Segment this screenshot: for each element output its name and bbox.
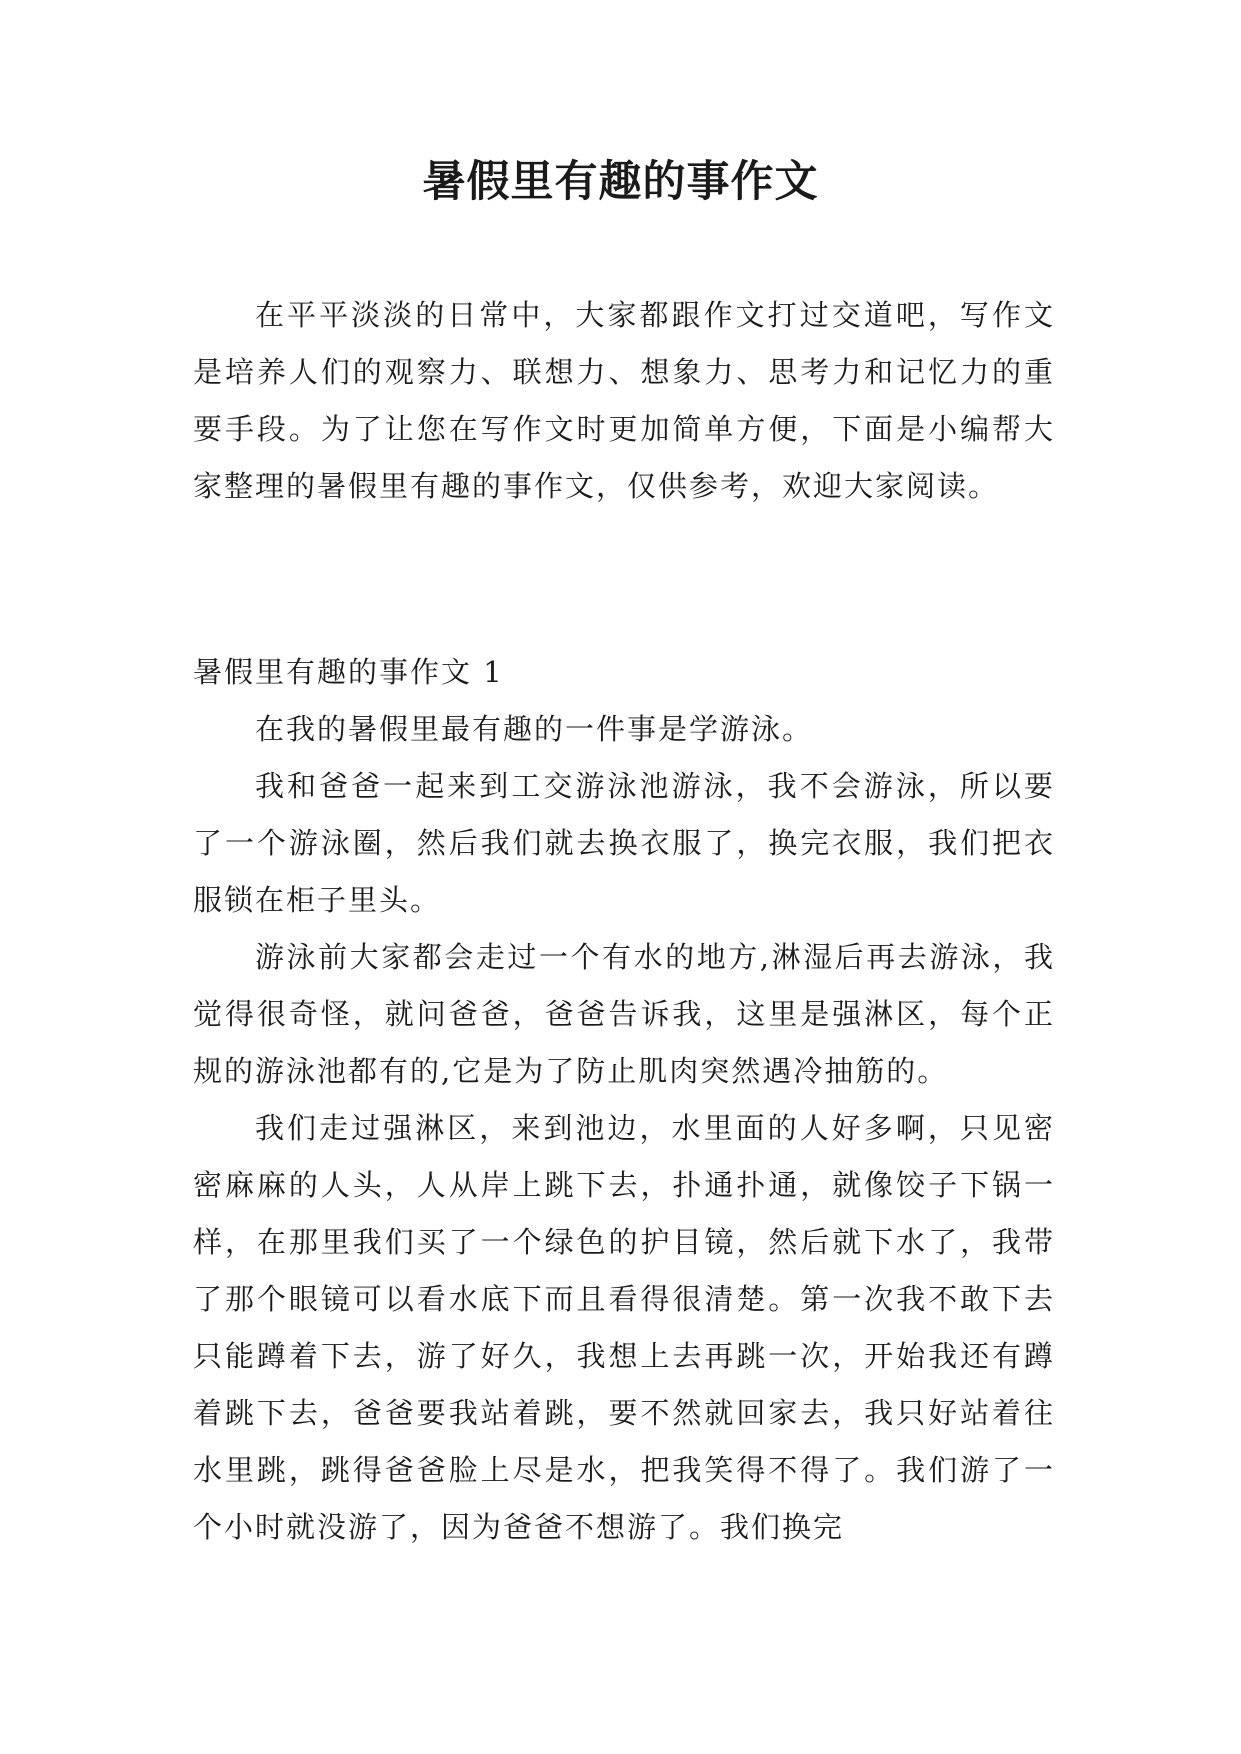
essay-paragraph: 我们走过强淋区，来到池边，水里面的人好多啊，只见密密麻麻的人头，人从岸上跳下去，扑通扑通，就像饺子下锅一样，在那里我们买了一个绿色的护目镜，然后就下水了，我带了那个眼镜可以看水底下而且看得很清楚。第一次我不敢下去只能蹲着下去，游了好久，我想上去再跳一次，开始我还有蹲着跳下去，爸爸要我站着跳，要不然就回家去，我只好站着往水里跳，跳得爸爸脸上尽是水，把我笑得不得了。我们游了一个小时就没游了，因为爸爸不想游了。我们换完 [193, 1111, 1055, 1544]
document-title: 暑假里有趣的事作文 [422, 157, 819, 207]
essay-body [193, 701, 1055, 1556]
essay-paragraph: 游泳前大家都会走过一个有水的地方,淋湿后再去游泳，我觉得很奇怪，就问爸爸，爸爸告诉我，这里是强淋区，每个正规的游泳池都有的,它是为了防止肌肉突然遇冷抽筋的。 [193, 940, 1055, 1088]
essay-paragraph: 我和爸爸一起来到工交游泳池游泳，我不会游泳，所以要了一个游泳圈，然后我们就去换衣服了，换完衣服，我们把衣服锁在柜子里头。 [193, 769, 1055, 917]
intro-paragraph: 在平平淡淡的日常中，大家都跟作文打过交道吧，写作文是培养人们的观察力、联想力、想象力、思考力和记忆力的重要手段。为了让您在写作文时更加简单方便，下面是小编帮大家整理的暑假里有趣的事作文，仅供参考，欢迎大家阅读。 [193, 298, 1055, 503]
essay-paragraph: 在我的暑假里最有趣的一件事是学游泳。 [255, 712, 814, 746]
section-heading: 暑假里有趣的事作文 1 [193, 655, 504, 689]
